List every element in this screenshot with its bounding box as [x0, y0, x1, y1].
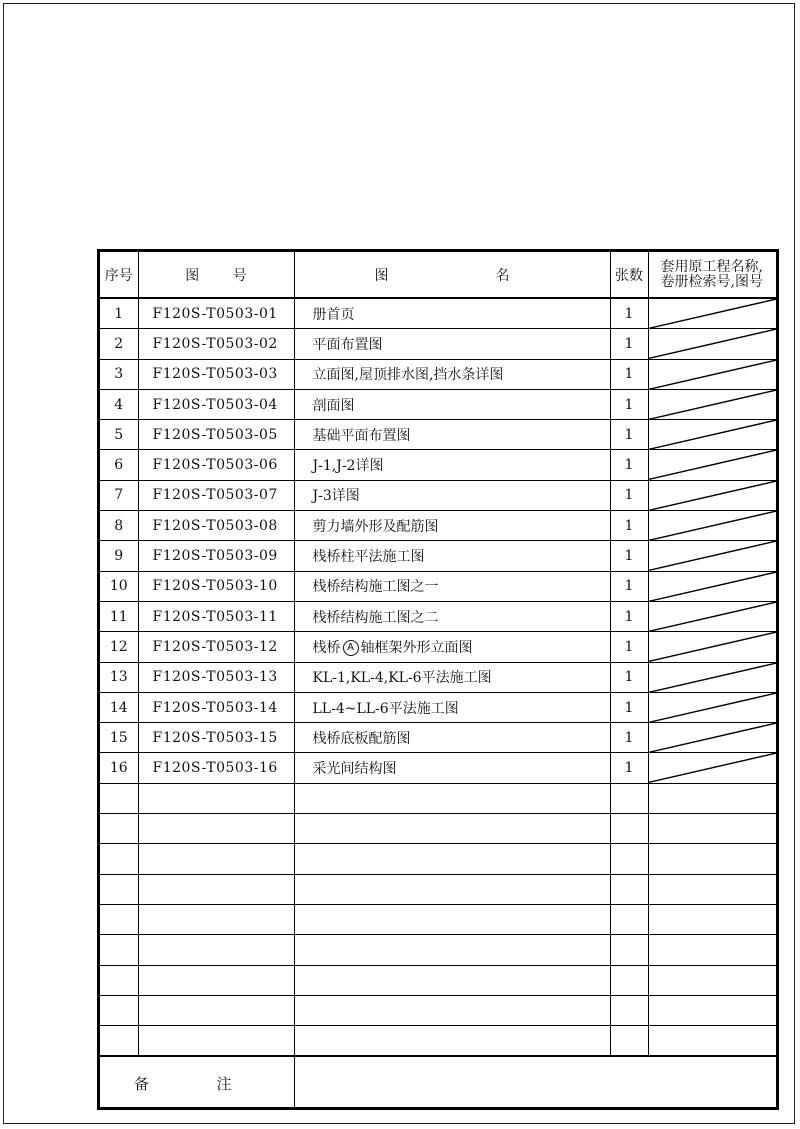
sheet-count: 1: [610, 571, 648, 601]
empty-cell: [610, 783, 648, 813]
drawing-name-text: 册首页: [312, 306, 355, 323]
drawing-code: F120S-T0503-08: [138, 511, 294, 541]
header-reference: [648, 252, 776, 298]
sheet-count: 1: [610, 298, 648, 329]
reference-cell-slashed: [648, 298, 776, 329]
drawing-name: [294, 753, 610, 783]
drawing-name: [294, 632, 610, 662]
drawing-name: [294, 601, 610, 631]
sheet-count: 1: [610, 329, 648, 359]
row-number: 8: [100, 511, 138, 541]
reference-cell-slashed: [648, 541, 776, 571]
empty-cell: [294, 904, 610, 934]
drawing-name: [294, 571, 610, 601]
empty-cell: [138, 935, 294, 965]
reference-cell-slashed: [648, 571, 776, 601]
axis-circle-label: A: [343, 640, 359, 656]
drawing-name-text: 剪力墙外形及配筋图: [312, 518, 439, 535]
drawing-code: F120S-T0503-15: [138, 723, 294, 753]
empty-cell: [138, 874, 294, 904]
drawing-name: [294, 389, 610, 419]
row-number: 12: [100, 632, 138, 662]
empty-cell: [610, 814, 648, 844]
row-number: 2: [100, 329, 138, 359]
drawing-name: [294, 662, 610, 692]
empty-cell: [294, 874, 610, 904]
empty-cell: [138, 995, 294, 1025]
table-row: [100, 662, 776, 692]
row-number: 16: [100, 753, 138, 783]
empty-cell: [648, 814, 776, 844]
empty-cell: [100, 844, 138, 874]
header-reference-line1: 套用原工程名称,: [660, 258, 763, 275]
notes-row: [100, 1056, 776, 1109]
reference-cell-slashed: [648, 601, 776, 631]
row-number: 4: [100, 389, 138, 419]
sheet-count: 1: [610, 420, 648, 450]
empty-cell: [648, 1026, 776, 1057]
drawing-name: [294, 541, 610, 571]
drawing-name-text: 平面布置图: [312, 336, 383, 353]
table-row: [100, 632, 776, 662]
empty-row: [100, 844, 776, 874]
empty-row: [100, 965, 776, 995]
drawing-code: F120S-T0503-01: [138, 298, 294, 329]
empty-cell: [294, 783, 610, 813]
empty-cell: [610, 844, 648, 874]
table-row: [100, 298, 776, 329]
sheet-count: 1: [610, 753, 648, 783]
drawing-code: F120S-T0503-03: [138, 359, 294, 389]
row-number: 13: [100, 662, 138, 692]
sheet-count: 1: [610, 662, 648, 692]
empty-cell: [648, 935, 776, 965]
table-row: [100, 571, 776, 601]
drawing-name-prefix: 栈桥: [312, 639, 341, 656]
table-row: [100, 329, 776, 359]
row-number: 5: [100, 420, 138, 450]
drawing-name-text: LL-4~LL-6平法施工图: [312, 700, 459, 717]
drawing-name: [294, 723, 610, 753]
empty-cell: [648, 874, 776, 904]
empty-cell: [610, 1026, 648, 1057]
empty-cell: [294, 935, 610, 965]
drawing-name-text: 栈桥底板配筋图: [312, 730, 411, 747]
header-name-part-b: 名: [495, 267, 510, 284]
reference-cell-slashed: [648, 420, 776, 450]
reference-cell-slashed: [648, 480, 776, 510]
empty-cell: [100, 814, 138, 844]
drawing-name-text: 栈桥结构施工图之一: [312, 579, 439, 596]
table-row: [100, 601, 776, 631]
empty-cell: [100, 965, 138, 995]
table-row: [100, 753, 776, 783]
reference-cell-slashed: [648, 662, 776, 692]
drawing-code: F120S-T0503-11: [138, 601, 294, 631]
empty-cell: [610, 935, 648, 965]
row-number: 14: [100, 692, 138, 722]
empty-cell: [610, 995, 648, 1025]
sheet-count: 1: [610, 480, 648, 510]
drawing-list-frame: [97, 249, 779, 1110]
row-number: 9: [100, 541, 138, 571]
empty-cell: [610, 965, 648, 995]
reference-cell-slashed: [648, 723, 776, 753]
drawing-name-text: 立面图,屋顶排水图,挡水条详图: [312, 367, 504, 384]
row-number: 1: [100, 298, 138, 329]
empty-cell: [294, 844, 610, 874]
empty-row: [100, 995, 776, 1025]
empty-row: [100, 904, 776, 934]
empty-cell: [100, 1026, 138, 1057]
row-number: 6: [100, 450, 138, 480]
reference-cell-slashed: [648, 389, 776, 419]
sheet-count: 1: [610, 723, 648, 753]
drawing-code: F120S-T0503-13: [138, 662, 294, 692]
row-number: 3: [100, 359, 138, 389]
notes-label-part-b: 注: [216, 1074, 232, 1093]
drawing-name: [294, 298, 610, 329]
row-number: 15: [100, 723, 138, 753]
drawing-name-text: KL-1,KL-4,KL-6平法施工图: [312, 670, 492, 687]
table-row: [100, 511, 776, 541]
drawing-code: F120S-T0503-05: [138, 420, 294, 450]
empty-row: [100, 814, 776, 844]
header-no: 序号: [100, 252, 138, 298]
drawing-name: [294, 420, 610, 450]
drawing-code: F120S-T0503-14: [138, 692, 294, 722]
drawing-code: F120S-T0503-10: [138, 571, 294, 601]
reference-cell-slashed: [648, 450, 776, 480]
empty-cell: [100, 783, 138, 813]
empty-cell: [100, 904, 138, 934]
empty-row: [100, 935, 776, 965]
sheet-count: 1: [610, 450, 648, 480]
notes-label-cell: [100, 1056, 294, 1109]
drawing-name: [294, 329, 610, 359]
header-row: [100, 252, 776, 298]
empty-cell: [138, 844, 294, 874]
sheet-count: 1: [610, 541, 648, 571]
sheet-count: 1: [610, 632, 648, 662]
drawing-name-text: 采光间结构图: [312, 761, 397, 778]
empty-cell: [648, 904, 776, 934]
empty-cell: [648, 965, 776, 995]
empty-cell: [648, 995, 776, 1025]
header-name: [294, 252, 610, 298]
table-row: [100, 541, 776, 571]
table-row: [100, 692, 776, 722]
drawing-name-text: 剖面图: [312, 397, 355, 414]
drawing-code: F120S-T0503-07: [138, 480, 294, 510]
header-reference-line2: 卷册检索号,图号: [660, 273, 763, 290]
drawing-name-suffix: 轴框架外形立面图: [360, 639, 473, 656]
table-row: [100, 389, 776, 419]
drawing-name: [294, 511, 610, 541]
empty-row: [100, 783, 776, 813]
empty-cell: [100, 874, 138, 904]
drawing-name-text: 栈桥柱平法施工图: [312, 549, 425, 566]
reference-cell-slashed: [648, 511, 776, 541]
drawing-name: [294, 450, 610, 480]
empty-cell: [610, 874, 648, 904]
notes-label-part-a: 备: [134, 1074, 150, 1093]
empty-cell: [138, 904, 294, 934]
header-code-part-b: 号: [232, 267, 247, 284]
drawing-list-table: [100, 252, 776, 1109]
drawing-code: F120S-T0503-09: [138, 541, 294, 571]
empty-cell: [138, 783, 294, 813]
empty-cell: [294, 995, 610, 1025]
empty-cell: [100, 995, 138, 1025]
drawing-name: [294, 359, 610, 389]
row-number: 7: [100, 480, 138, 510]
table-row: [100, 450, 776, 480]
drawing-name: [294, 480, 610, 510]
empty-cell: [294, 1026, 610, 1057]
reference-cell-slashed: [648, 359, 776, 389]
row-number: 10: [100, 571, 138, 601]
header-name-part-a: 图: [374, 267, 389, 284]
table-row: [100, 420, 776, 450]
reference-cell-slashed: [648, 632, 776, 662]
drawing-code: F120S-T0503-16: [138, 753, 294, 783]
drawing-name: [294, 692, 610, 722]
empty-cell: [648, 844, 776, 874]
empty-cell: [138, 965, 294, 995]
drawing-name-text: J-3详图: [312, 488, 360, 505]
sheet-count: 1: [610, 389, 648, 419]
notes-content-cell: [294, 1056, 776, 1109]
header-count: 张数: [610, 252, 648, 298]
empty-row: [100, 1026, 776, 1057]
reference-cell-slashed: [648, 692, 776, 722]
drawing-name-text: J-1,J-2详图: [312, 458, 384, 475]
empty-cell: [294, 814, 610, 844]
empty-cell: [138, 814, 294, 844]
sheet-count: 1: [610, 511, 648, 541]
reference-cell-slashed: [648, 753, 776, 783]
table-row: [100, 723, 776, 753]
empty-cell: [648, 783, 776, 813]
drawing-name-text: 栈桥结构施工图之二: [312, 609, 439, 626]
empty-cell: [100, 935, 138, 965]
reference-cell-slashed: [648, 329, 776, 359]
table-row: [100, 359, 776, 389]
empty-cell: [294, 965, 610, 995]
sheet-count: 1: [610, 692, 648, 722]
drawing-name-text: 基础平面布置图: [312, 427, 411, 444]
drawing-code: F120S-T0503-02: [138, 329, 294, 359]
drawing-code: F120S-T0503-06: [138, 450, 294, 480]
empty-cell: [138, 1026, 294, 1057]
sheet-count: 1: [610, 601, 648, 631]
empty-row: [100, 874, 776, 904]
row-number: 11: [100, 601, 138, 631]
header-code-part-a: 图: [185, 267, 200, 284]
sheet-count: 1: [610, 359, 648, 389]
drawing-code: F120S-T0503-04: [138, 389, 294, 419]
header-code: [138, 252, 294, 298]
table-row: [100, 480, 776, 510]
empty-cell: [610, 904, 648, 934]
drawing-code: F120S-T0503-12: [138, 632, 294, 662]
